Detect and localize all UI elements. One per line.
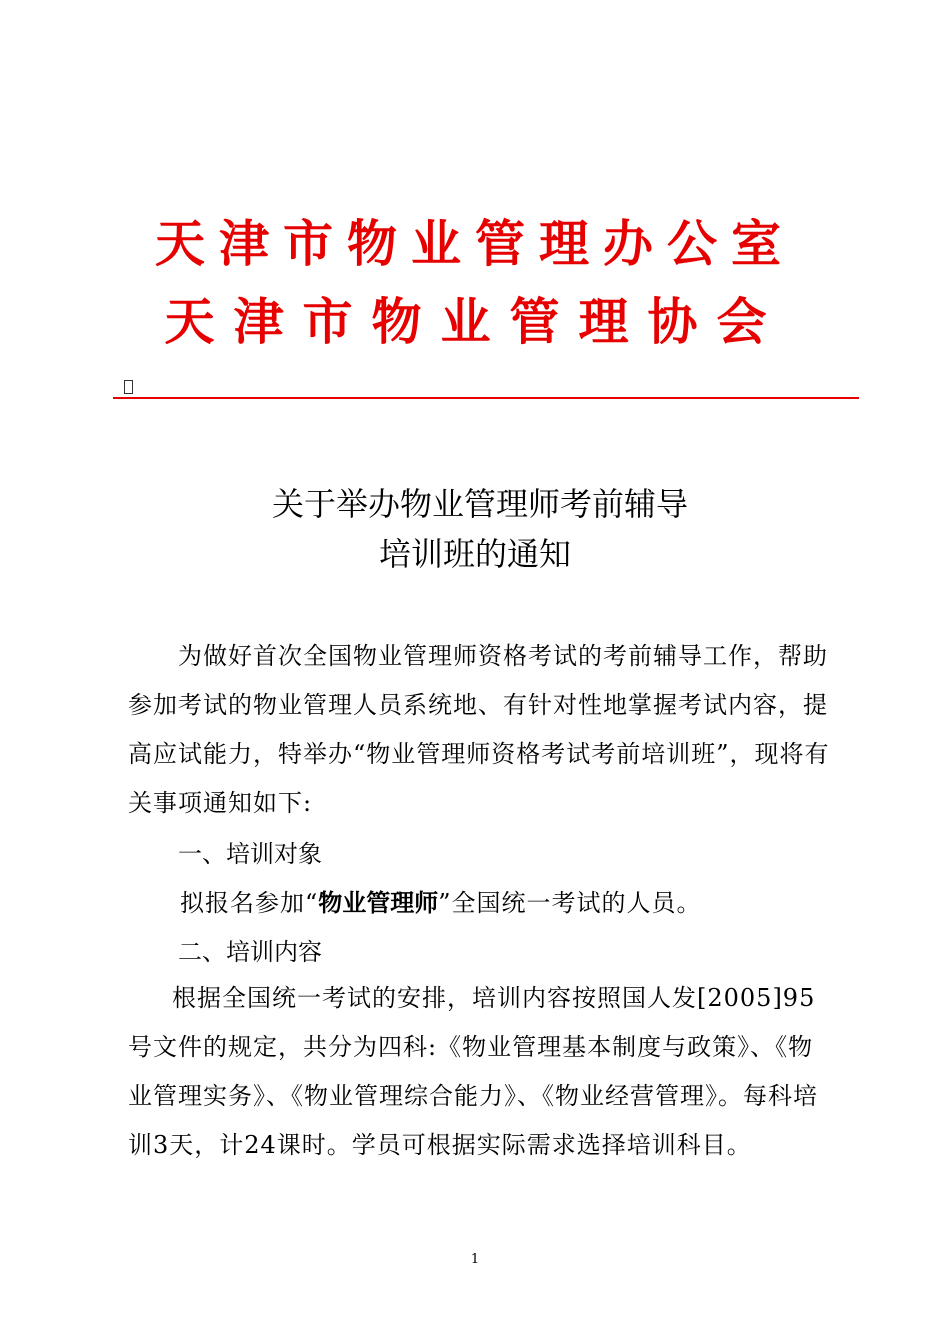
placeholder-glyph-icon <box>124 380 133 394</box>
section-heading-training-target: 一、培训对象 <box>178 840 322 868</box>
section-1-prefix: 拟报名参加“ <box>180 889 319 917</box>
document-title-line-2: 培训班的通知 <box>378 535 571 573</box>
section-1-bold-term: 物业管理师 <box>318 889 439 917</box>
section-1-suffix: ”全国统一考试的人员。 <box>438 889 702 917</box>
red-divider-rule <box>113 397 859 399</box>
document-title-line-1: 关于举办物业管理师考前辅导 <box>271 485 688 523</box>
section-1-paragraph <box>180 883 702 923</box>
letterhead-line-2: 天津市物业管理协会 <box>164 293 786 351</box>
letterhead-line-1: 天津市物业管理办公室 <box>155 215 795 273</box>
intro-paragraph: 为做好首次全国物业管理师资格考试的考前辅导工作，帮助参加考试的物业管理人员系统地、有针对性地掌握考试内容，提高应试能力，特举办“物业管理师资格考试考前培训班”，现将有关事项通知如下: <box>128 642 830 817</box>
section-2-paragraph: 根据全国统一考试的安排，培训内容按照国人发[2005]95号文件的规定，共分为四科:《物业管理基本制度与政策》、《物业管理实务》、《物业管理综合能力》、《物业经营管理》。每科培训3天，计24课时。学员可根据实际需求选择培训科目。 <box>128 984 818 1159</box>
page-number: 1 <box>470 1252 480 1267</box>
section-heading-training-content: 二、培训内容 <box>178 938 322 966</box>
